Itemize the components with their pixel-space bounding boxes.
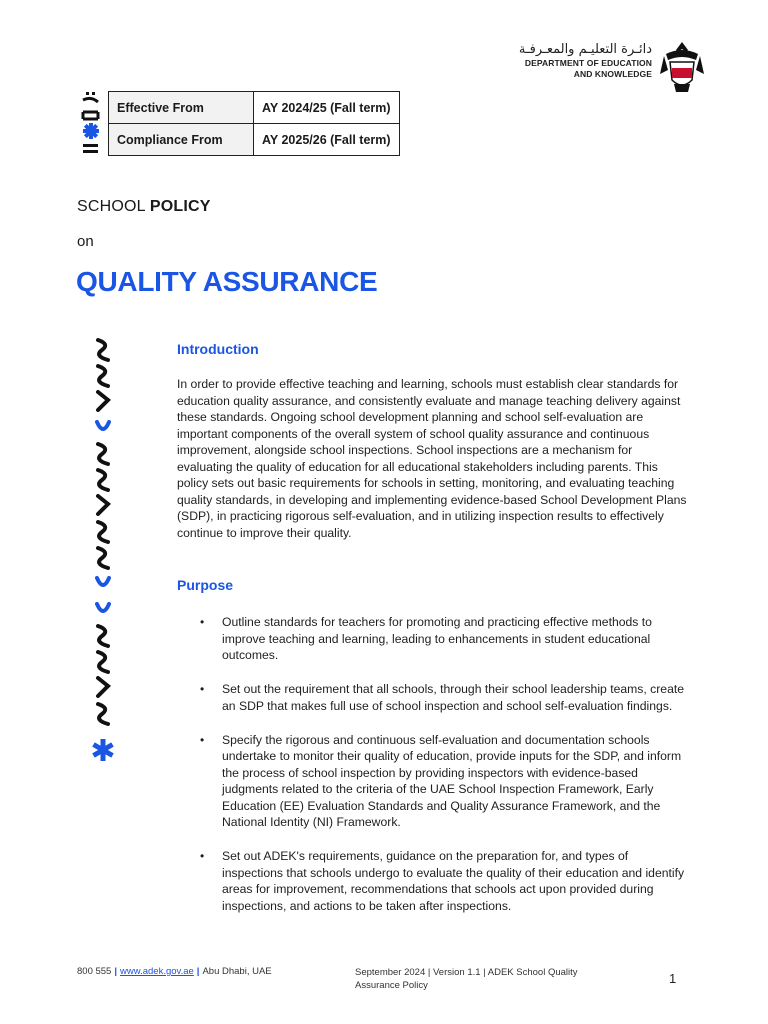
table-row [109, 124, 400, 156]
footer-separator: | [114, 966, 118, 977]
logo-arabic: دائـرة التعليـم والمعـرفـة [518, 42, 652, 57]
pattern-stroke [98, 392, 108, 410]
table-row [109, 92, 400, 124]
adek-logo [506, 40, 706, 94]
purpose-item-text: Outline standards for teachers for promoting and practicing effective methods to improve teaching and learning, leading to enhancements in student educational outcomes. [222, 615, 652, 662]
pattern-stroke [98, 340, 108, 360]
footer-phone: 800 555 [77, 966, 112, 977]
purpose-item-text: Set out the requirement that all schools, through their school leadership teams, create an SDP that makes full use of school inspection and school self-evaluation findings. [222, 682, 685, 713]
page-number: 1 [669, 971, 677, 986]
pattern-stroke [98, 496, 108, 514]
pattern-stroke [97, 604, 109, 611]
purpose-item-text: Specify the rigorous and continuous self-evaluation and documentation schools undertake to monitor their quality of education, provide inputs for the SDP, and inform the process of school inspection by providing inspectors with evidence-based judgments related to the criteria of the UAE School Inspection Framework, Early Education (EE) Evaluation Standards and Quality Assurance Framework, and the National Identity (NI) Framework. [222, 732, 682, 829]
bullet-icon: • [200, 682, 205, 696]
pattern-stroke [98, 548, 108, 568]
compliance-from-value: AY 2025/26 (Fall term) [254, 124, 400, 156]
pattern-stroke [98, 704, 108, 724]
compliance-from-label: Compliance From [109, 124, 254, 156]
policy-type [77, 198, 211, 216]
policy-type-bold: POLICY [149, 198, 211, 215]
pattern-stroke [98, 470, 108, 490]
list-item [200, 614, 692, 664]
pattern-stroke [98, 626, 108, 646]
falcon-emblem-icon [658, 40, 706, 94]
pattern-stroke [97, 578, 109, 585]
footer-separator: | [196, 966, 200, 977]
decorative-wave-pattern [90, 336, 120, 786]
pattern-stroke [98, 522, 108, 542]
purpose-list [200, 614, 692, 932]
list-item [200, 848, 692, 914]
list-item [200, 681, 692, 714]
page-title: QUALITY ASSURANCE [76, 266, 378, 297]
brand-mark-icon [80, 92, 102, 156]
introduction-body: In order to provide effective teaching and learning, schools must establish clear standards for education quality assurance, and consistently evaluate and manage teaching delivery against these standards. Ongoing school development planning and school self-evaluation are important components of the overall system of school quality assurance and continuous improvement, alongside school inspections. School inspections are a mechanism for evaluating the quality of education for all educational stakeholders including parents. This policy sets out basic requirements for schools in setting, monitoring, and evaluating teaching quality standards, in developing and implementing evidence-based School Development Plans (SDP), in practicing rigorous self-evaluation, and in utilizing inspection results to effectively continue to improve their quality. [177, 377, 687, 540]
purpose-item-text: Set out ADEK's requirements, guidance on the preparation for, and types of inspections that schools undergo to evaluate the quality of their education and identify areas for improvement, recommendations that schools act upon provided during inspections, and actions to be taken after inspections. [222, 849, 685, 913]
pattern-stroke [98, 678, 108, 696]
effective-from-label: Effective From [109, 92, 254, 124]
purpose-heading: Purpose [177, 577, 234, 593]
list-item [200, 732, 692, 831]
policy-type-prefix: SCHOOL [77, 198, 150, 215]
logo-line-2: AND KNOWLEDGE [573, 69, 652, 79]
asterisk-icon [92, 739, 114, 761]
footer-website-link[interactable]: www.adek.gov.ae [120, 966, 194, 977]
on-label: on [77, 233, 94, 250]
introduction-heading: Introduction [177, 341, 259, 357]
pattern-stroke [98, 652, 108, 672]
pattern-stroke [97, 422, 109, 429]
footer-contact [77, 966, 272, 977]
effective-from-value: AY 2024/25 (Fall term) [254, 92, 400, 124]
bullet-icon: • [200, 849, 205, 863]
pattern-stroke [98, 444, 108, 464]
bullet-icon: • [200, 732, 205, 747]
effective-dates-table [108, 91, 400, 156]
pattern-stroke [98, 366, 108, 386]
footer-location: Abu Dhabi, UAE [202, 966, 272, 977]
logo-text [519, 42, 652, 80]
logo-line-1: DEPARTMENT OF EDUCATION [524, 58, 652, 68]
bullet-icon: • [200, 615, 205, 629]
footer-document-info: September 2024 | Version 1.1 | ADEK School Quality Assurance Policy [355, 967, 578, 991]
